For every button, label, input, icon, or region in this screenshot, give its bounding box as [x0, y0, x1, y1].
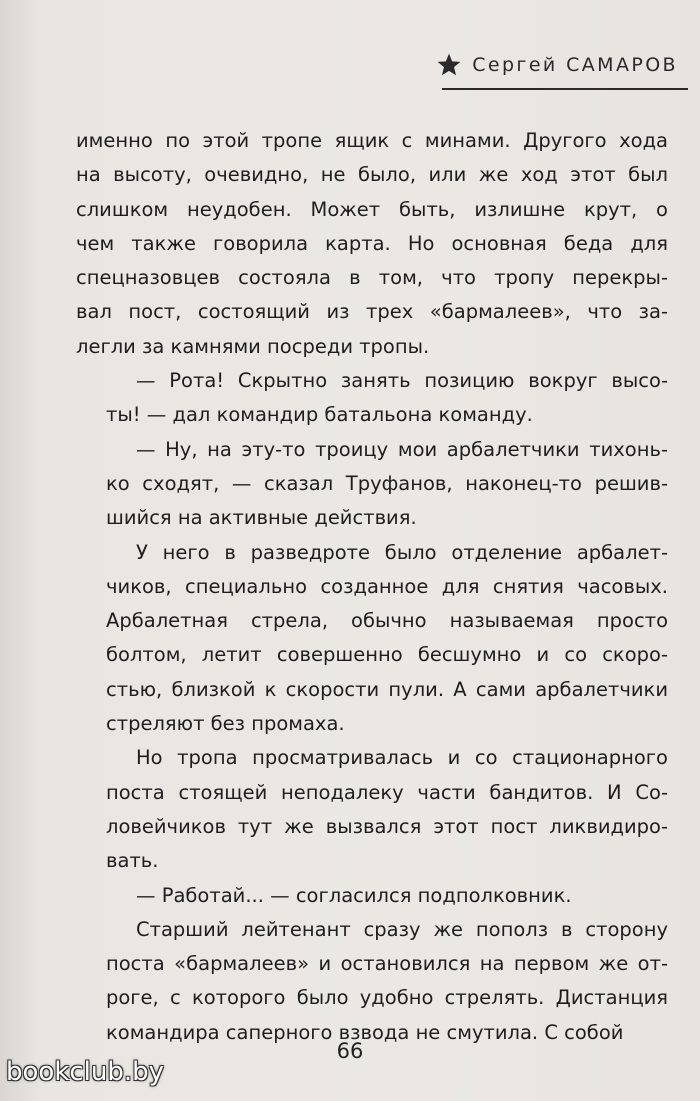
text-line: слишком неудобен. Может быть, излишне крут, о	[76, 197, 668, 221]
header-rule	[442, 88, 688, 90]
text-line: роге, с которого было удобно стрелять. Дистанция	[106, 986, 668, 1010]
paragraph	[76, 124, 668, 364]
watermark: bookclub.by	[6, 1057, 165, 1087]
star-icon	[436, 52, 462, 78]
paragraph	[76, 433, 668, 536]
text-line: ловейчиков тут же вызвался этот пост ликвидиро-	[106, 814, 668, 838]
author-name: Сергей САМАРОВ	[472, 54, 678, 76]
body-text	[76, 124, 668, 1050]
text-line: именно по этой тропе ящик с минами. Другого хода	[76, 129, 668, 152]
text-line: вать.	[106, 849, 159, 873]
paragraph	[76, 364, 668, 433]
text-line: ко сходят, — сказал Труфанов, наконец-то решив-	[106, 471, 668, 495]
text-line: Старший лейтенант сразу же пополз в сторону	[136, 917, 668, 941]
text-line: на высоту, очевидно, не было, или же ход этот был	[76, 163, 668, 187]
text-line: стью, близкой к скорости пули. А сами арбалетчики	[106, 677, 668, 701]
running-header	[436, 52, 678, 78]
text-line: легли за камнями посреди тропы.	[76, 334, 430, 358]
text-line: болтом, летит совершенно бесшумно и со скоро-	[106, 643, 668, 667]
text-line: стреляют без промаха.	[106, 712, 345, 736]
text-line: командира саперного взвода не смутила. С собой	[106, 1020, 624, 1044]
page-number: 66	[336, 1039, 364, 1063]
text-line: спецназовцев состояла в том, что тропу перекры-	[76, 266, 668, 290]
text-line: — Рота! Скрытно занять позицию вокруг высо-	[136, 369, 668, 393]
text-line: поста стоящей неподалеку части бандитов. И Со-	[106, 780, 668, 804]
text-line: чиков, специально созданное для снятия часовых.	[106, 574, 668, 598]
text-line: У него в разведроте было отделение арбалет-	[136, 540, 668, 564]
text-line: чем также говорила карта. Но основная беда для	[76, 231, 668, 255]
paragraph	[76, 879, 668, 913]
text-line: — Ну, на эту-то троицу мои арбалетчики тихонь-	[136, 437, 668, 461]
text-line: ты! — дал командир батальона команду.	[106, 403, 533, 427]
text-line: вал пост, состоящий из трех «бармалеев», что за-	[76, 300, 668, 324]
text-line: Но тропа просматривалась и со стационарного	[136, 746, 668, 770]
paragraph	[76, 536, 668, 742]
text-line: — Работай... — согласился подполковник.	[136, 883, 572, 907]
paragraph	[76, 913, 668, 1050]
text-line: Арбалетная стрела, обычно называемая просто	[106, 609, 668, 633]
paragraph	[76, 741, 668, 878]
text-line: шийся на активные действия.	[106, 506, 417, 530]
text-line: поста «бармалеев» и остановился на первом же от-	[106, 952, 668, 976]
